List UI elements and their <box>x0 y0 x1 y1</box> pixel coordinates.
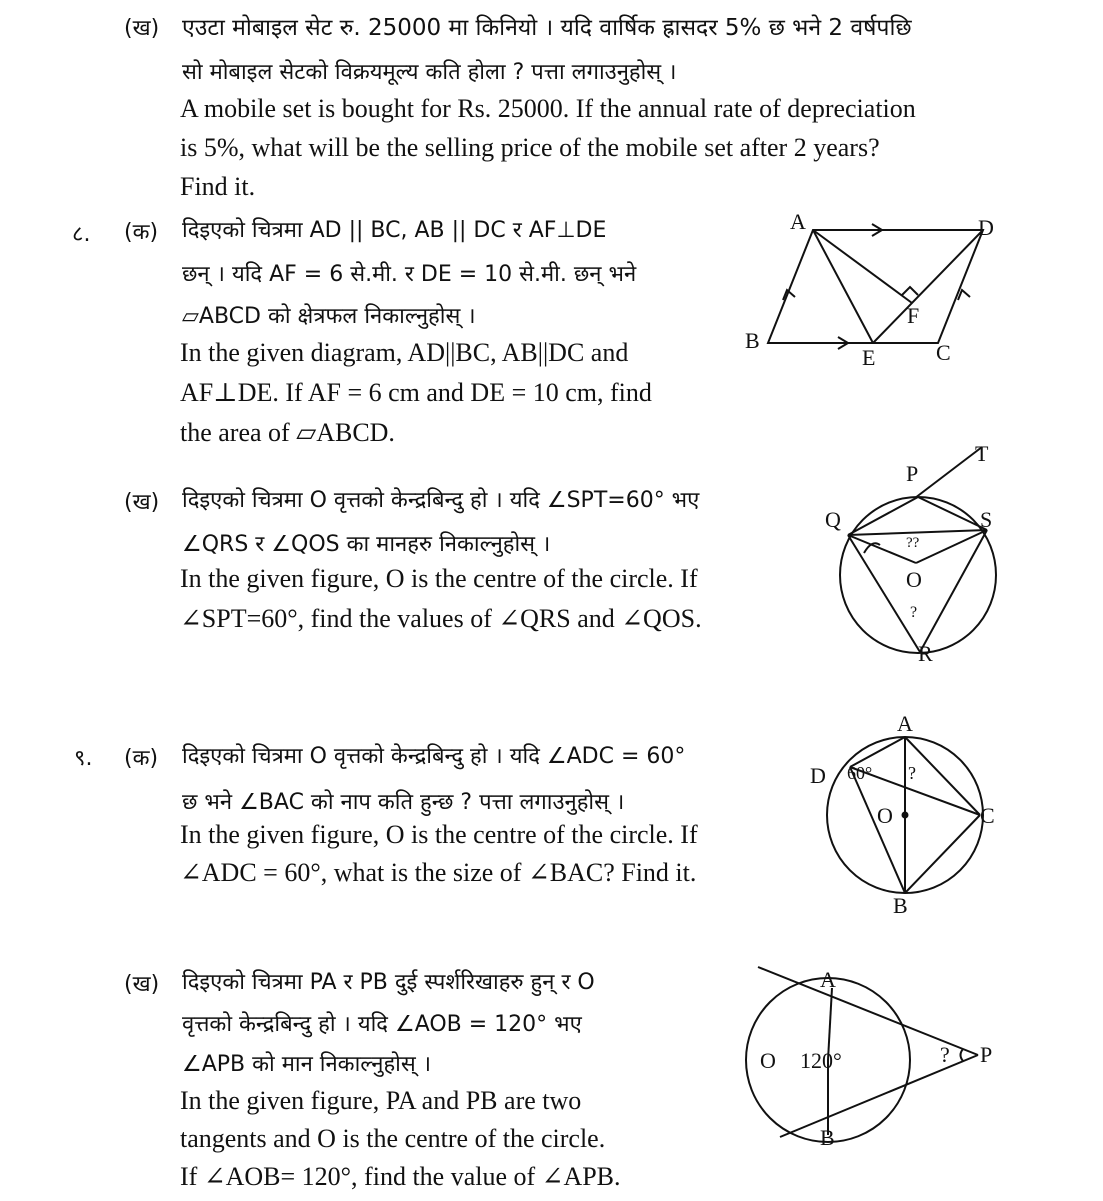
q8-ka-en-line2: AF⊥DE. If AF = 6 cm and DE = 10 cm, find <box>180 378 652 407</box>
fig-label-angle: 60° <box>847 763 873 783</box>
q9-kha-en-line3: If ∠AOB= 120°, find the value of ∠APB. <box>180 1162 621 1191</box>
fig-label-A: A <box>820 967 836 992</box>
q7-kha-np-line1: एउटा मोबाइल सेट रु. 25000 मा किनियो । यदि वार्षिक ह्रासदर 5% छ भने 2 वर्षपछि <box>182 15 912 41</box>
q9-ka-np-line2: छ भने ∠BAC को नाप कति हुन्छ ? पत्ता लगाउनुहोस् । <box>182 790 625 815</box>
q9-kha-en-line2: tangents and O is the centre of the circle. <box>180 1124 606 1153</box>
q7-kha-en-line2: is 5%, what will be the selling price of the mobile set after 2 years? <box>180 133 880 162</box>
parallelogram-outline <box>768 230 983 343</box>
fig-label-O: O <box>877 803 893 828</box>
fig-label-q: ? <box>908 763 916 783</box>
fig-label-P: P <box>906 461 919 486</box>
q8-number: ८. <box>72 222 91 247</box>
q9-number: ९. <box>74 746 93 771</box>
fig-label-S: S <box>980 507 993 532</box>
line-PS <box>918 497 987 530</box>
fig-label-D: D <box>978 215 994 240</box>
fig-label-Q: Q <box>825 507 841 532</box>
fig-label-B: B <box>745 328 760 353</box>
angle-arc-P <box>961 1049 964 1061</box>
fig-label-qq: ?? <box>906 535 920 551</box>
centre-point <box>903 813 908 818</box>
q8-kha-np-line2: ∠QRS र ∠QOS का मानहरु निकाल्नुहोस् । <box>182 532 551 557</box>
fig-label-B: B <box>893 893 908 918</box>
line-QR <box>848 535 920 652</box>
fig-label-F: F <box>907 303 920 328</box>
q9-kha-np-line3: ∠APB को मान निकाल्नुहोस् । <box>182 1052 432 1077</box>
q8-ka-en-line3: the area of ▱ABCD. <box>180 418 395 447</box>
q8-kha-np-line1: दिइएको चित्रमा O वृत्तको केन्द्रबिन्दु हो । यदि ∠SPT=60° भए <box>182 488 700 513</box>
fig-label-C: C <box>980 803 995 828</box>
q8-ka-label: (क) <box>124 220 159 245</box>
fig-label-q: ? <box>940 1042 950 1067</box>
q7-kha-en-line3: Find it. <box>180 172 256 201</box>
line-AC <box>905 737 980 815</box>
fig-label-angle: 120° <box>800 1048 842 1073</box>
fig-label-q: ? <box>910 604 918 621</box>
fig-label-T: T <box>975 441 989 466</box>
q7-kha-label: (ख) <box>124 16 160 41</box>
right-angle-mark <box>902 287 918 295</box>
tangents-figure <box>740 955 1000 1155</box>
q9-ka-np-line1: दिइएको चित्रमा O वृत्तको केन्द्रबिन्दु हो । यदि ∠ADC = 60° <box>182 744 686 769</box>
line-SR <box>920 530 987 652</box>
q8-ka-np-line1: दिइएको चित्रमा AD || BC, AB || DC र AF⊥DE <box>182 218 607 243</box>
fig-label-B: B <box>820 1125 835 1150</box>
circle-tangent-figure <box>820 435 1020 665</box>
q9-kha-label: (ख) <box>124 972 160 997</box>
line-AE <box>813 230 873 343</box>
fig-label-O: O <box>760 1048 776 1073</box>
q9-kha-en-line1: In the given figure, PA and PB are two <box>180 1086 582 1115</box>
parallelogram-figure <box>740 205 1000 375</box>
q9-ka-en-line1: In the given figure, O is the centre of the circle. If <box>180 820 698 849</box>
fig-label-D: D <box>810 763 826 788</box>
fig-label-C: C <box>936 340 951 365</box>
q8-kha-label: (ख) <box>124 490 160 515</box>
line-BC <box>905 815 980 893</box>
fig-label-A: A <box>897 711 913 736</box>
q9-kha-np-line2: वृत्तको केन्द्रबिन्दु हो । यदि ∠AOB = 120° भए <box>182 1012 582 1037</box>
fig-label-P: P <box>980 1042 993 1067</box>
arrow-DC <box>958 290 970 300</box>
fig-label-A: A <box>790 209 806 234</box>
cyclic-quadrilateral-figure <box>805 705 1015 925</box>
q9-ka-en-line2: ∠ADC = 60°, what is the size of ∠BAC? Find it. <box>180 858 697 887</box>
fig-label-E: E <box>862 345 876 370</box>
q8-ka-np-line3: ▱ABCD को क्षेत्रफल निकाल्नुहोस् । <box>182 304 476 329</box>
fig-label-R: R <box>918 641 933 666</box>
line-AF <box>813 230 912 303</box>
q8-ka-en-line1: In the given diagram, AD||BC, AB||DC and <box>180 338 629 367</box>
line-SO <box>916 530 987 563</box>
line-DB <box>850 767 905 893</box>
line-QP <box>848 497 918 535</box>
q8-kha-en-line2: ∠SPT=60°, find the values of ∠QRS and ∠QOS. <box>180 604 702 633</box>
q8-kha-en-line1: In the given figure, O is the centre of the circle. If <box>180 564 698 593</box>
fig-label-O: O <box>906 567 922 592</box>
line-PT <box>915 447 982 498</box>
q9-ka-label: (क) <box>124 746 159 771</box>
q7-kha-en-line1: A mobile set is bought for Rs. 25000. If the annual rate of depreciation <box>180 94 916 123</box>
q7-kha-np-line2: सो मोबाइल सेटको विक्रयमूल्य कति होला ? पत्ता लगाउनुहोस् । <box>182 60 677 85</box>
q9-kha-np-line1: दिइएको चित्रमा PA र PB दुई स्पर्शरिखाहरु हुन् र O <box>182 970 595 995</box>
q8-ka-np-line2: छन् । यदि AF = 6 से.मी. र DE = 10 से.मी. छन् भने <box>182 262 637 287</box>
